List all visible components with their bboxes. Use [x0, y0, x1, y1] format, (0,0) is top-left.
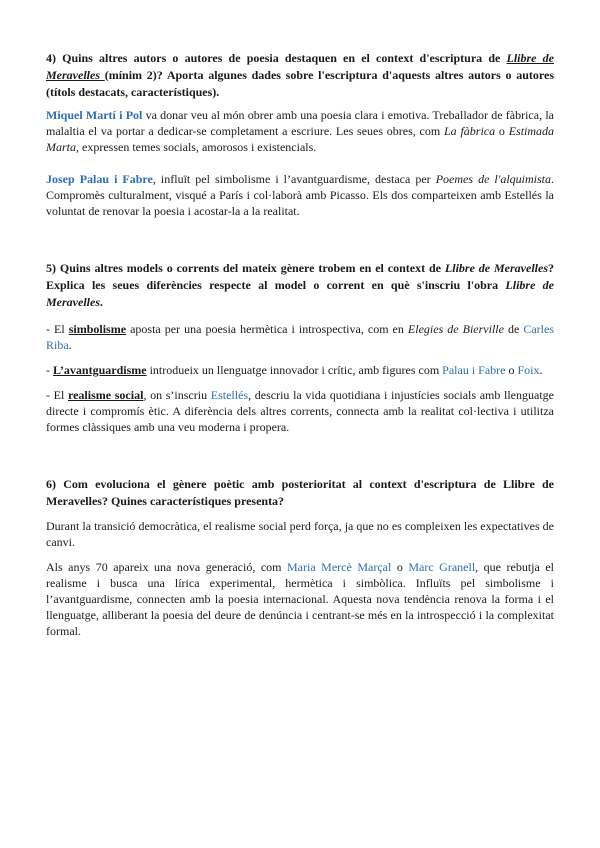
q5-b1-text-2: de — [503, 322, 524, 336]
author-palau-i-fabre: Josep Palau i Fabre — [46, 172, 153, 186]
q4-p1-text-2: o — [495, 124, 509, 138]
q6-paragraph-2 — [46, 559, 554, 639]
term-simbolisme: simbolisme — [68, 322, 127, 336]
q5-b3-prefix: - El — [46, 388, 68, 402]
q4-p2-text: , influït pel simbolisme i l’avantguardisme, destaca per — [152, 172, 436, 186]
q5-b3-text: , on s’inscriu — [143, 388, 211, 402]
q5-bullet-simbolisme — [46, 321, 554, 353]
question-4-heading — [46, 50, 554, 101]
link-foix[interactable]: Foix — [517, 363, 540, 377]
q5-b2-text-2: o — [505, 363, 518, 377]
q5-b2-text-3: . — [539, 363, 543, 377]
term-realisme-social: realisme social — [68, 388, 144, 402]
q5-b1-text-3: . — [68, 338, 72, 352]
q5-b1-text: aposta per una poesia hermètica i introspectiva, com en — [126, 322, 408, 336]
q5-heading-work-title-2: Llibre de Meravelles — [46, 278, 554, 309]
q4-p1-text-3: , expressen temes socials, amorosos i existencials. — [76, 140, 317, 154]
q5-bullet-realisme-social — [46, 387, 554, 435]
q4-heading-text: 4) Quins altres autors o autores de poesia destaquen en el context d'escriptura de — [46, 51, 507, 65]
q5-b3-text-2: , descriu la vida quotidiana i injustícies socials amb llenguatge directe i compromís ètic. A diferència dels altres corrents, connecta amb la realitat col·lectiva i utilitza formes clàssiques amb una veu moderna i propera. — [46, 388, 554, 434]
q5-heading-text: 5) Quins altres models o corrents del mateix gènere trobem en el context de — [46, 261, 445, 275]
q4-heading-work-title: Llibre de Meravelles — [46, 51, 554, 82]
q5-bullet-avantguardisme — [46, 362, 554, 378]
link-carles-riba[interactable]: Carles Riba — [46, 322, 554, 352]
link-estelles[interactable]: Estellés — [210, 388, 249, 402]
work-poemes-alquimista: Poemes de l'alquimista — [435, 172, 551, 186]
link-palau-i-fabre[interactable]: Palau i Fabre — [442, 363, 506, 377]
q4-p2-text-2: . Compromès culturalment, visqué a París i col·laborà amb Picasso. Els dos comparteixen amb Estellés la voluntat de renovar la poesia i acostar-la a la realitat. — [46, 172, 554, 218]
document-page — [46, 50, 554, 639]
term-avantguardisme: L’avantguardisme — [53, 363, 147, 377]
work-elegies-bierville: Elegies de Bierville — [407, 322, 504, 336]
q4-paragraph-palau-i-fabre — [46, 171, 554, 219]
link-maria-merce-marcal[interactable]: Maria Mercè Marçal — [287, 560, 392, 574]
q6-paragraph-1: Durant la transició democràtica, el realisme social perd força, ja que no es compleixen les expectatives de canvi. — [46, 519, 554, 549]
q5-heading-work-title: Llibre de Meravelles — [444, 261, 548, 275]
q5-b2-prefix: - — [46, 363, 53, 377]
q4-paragraph-marti-i-pol — [46, 107, 554, 155]
q5-b2-text: introdueix un llenguatge innovador i crític, amb figures com — [146, 363, 443, 377]
author-marti-i-pol: Miquel Martí i Pol — [46, 108, 143, 122]
q5-heading-text-3: . — [99, 295, 103, 309]
q5-b1-prefix: - El — [46, 322, 69, 336]
q6-p2-text: Als anys 70 apareix una nova generació, com — [46, 560, 288, 574]
q4-heading-text-2: (mínim 2)? Aporta algunes dades sobre l'escriptura d'aquests altres autors o autores (títols destacats, característiques). — [46, 68, 555, 99]
q5-heading-text-2: ? Explica les seues diferències respecte al model o corrent en què s'inscriu l'obra — [46, 261, 554, 292]
work-la-fabrica: La fàbrica — [444, 124, 496, 138]
work-estimada-marta: Estimada Marta — [46, 124, 555, 154]
q4-p1-text: va donar veu al món obrer amb una poesia clara i emotiva. Treballador de fàbrica, la malaltia el va portar a dedicar-se completament a escriure. Les seues obres, com — [46, 108, 554, 138]
question-6-heading: 6) Com evoluciona el gènere poètic amb posterioritat al context d'escriptura de Llibre de Meravelles? Quines característiques presenta? — [46, 477, 554, 508]
q6-p2-text-3: , que rebutja el realisme i busca una lírica experimental, hermètica i simbòlica. Influïts pel simbolisme i l’avantguardisme, connecten amb la poesia internacional. Aquesta nova tendència renova la forma i el llenguatge, alliberant la poesia del deure de denúncia i centrant-se més en la introspecció i la complexitat formal. — [46, 560, 554, 638]
link-marc-granell[interactable]: Marc Granell — [408, 560, 476, 574]
q6-p2-text-2: o — [391, 560, 409, 574]
question-5-heading — [46, 260, 554, 311]
